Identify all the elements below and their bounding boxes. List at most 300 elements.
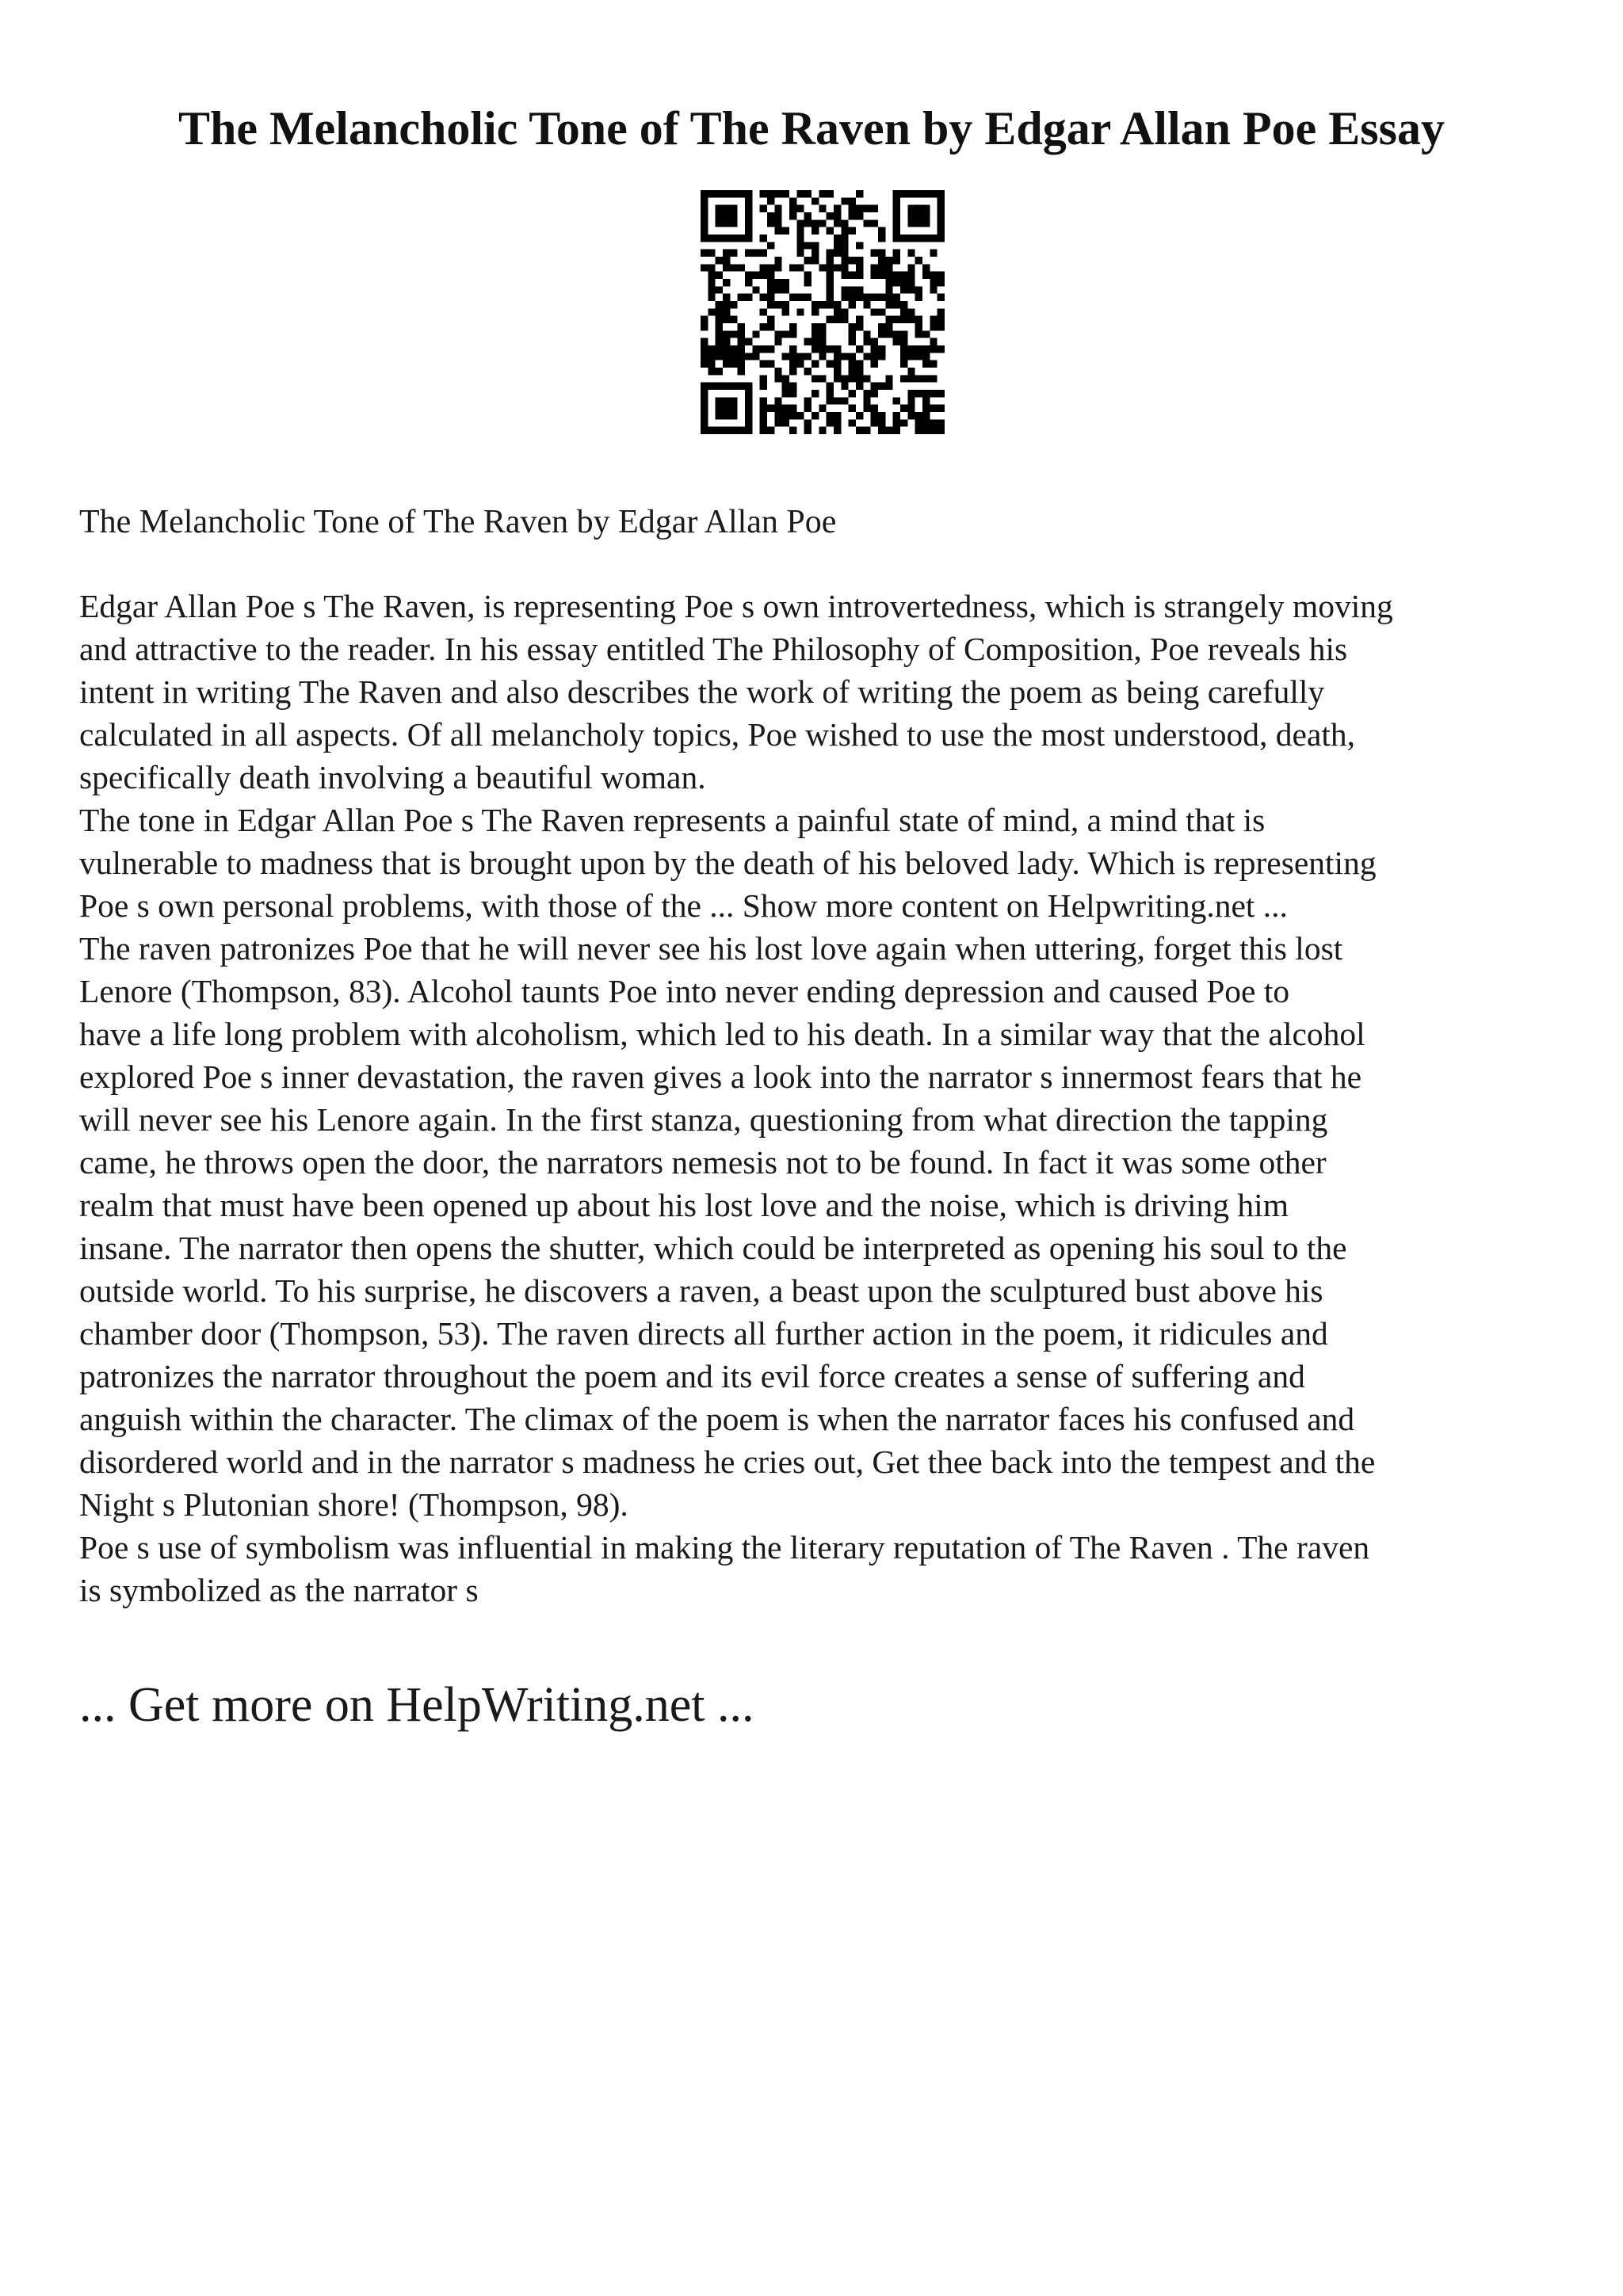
qr-module bbox=[723, 279, 730, 286]
qr-module bbox=[893, 272, 900, 279]
text-line: Lenore (Thompson, 83). Alcohol taunts Poe into never ending depression and caused Poe to bbox=[79, 973, 1290, 1009]
qr-module bbox=[849, 197, 856, 204]
qr-module bbox=[708, 308, 715, 315]
qr-module bbox=[752, 272, 759, 279]
qr-module bbox=[782, 308, 789, 315]
paragraph-3 bbox=[79, 927, 1569, 1526]
qr-module bbox=[745, 205, 752, 212]
qr-module bbox=[812, 250, 819, 257]
qr-module bbox=[701, 212, 708, 219]
qr-module bbox=[774, 397, 781, 404]
qr-module bbox=[900, 345, 907, 353]
qr-module bbox=[907, 375, 915, 382]
qr-module bbox=[841, 219, 848, 227]
qr-module bbox=[708, 360, 715, 368]
qr-module bbox=[885, 257, 892, 264]
qr-module bbox=[863, 301, 870, 308]
qr-module bbox=[907, 308, 915, 315]
qr-module bbox=[834, 242, 841, 249]
qr-module bbox=[893, 227, 900, 235]
qr-module bbox=[938, 316, 945, 323]
qr-module bbox=[789, 294, 796, 301]
qr-module bbox=[871, 345, 878, 353]
qr-module bbox=[708, 272, 715, 279]
qr-module bbox=[893, 427, 900, 434]
qr-module bbox=[782, 375, 789, 382]
paragraph-1 bbox=[79, 585, 1569, 799]
qr-module bbox=[782, 412, 789, 419]
qr-module bbox=[812, 219, 819, 227]
qr-module bbox=[716, 190, 723, 197]
qr-module bbox=[796, 294, 804, 301]
qr-module bbox=[760, 264, 767, 271]
qr-module bbox=[738, 330, 745, 338]
qr-module bbox=[723, 257, 730, 264]
qr-module bbox=[789, 205, 796, 212]
qr-module bbox=[907, 345, 915, 353]
qr-module bbox=[701, 345, 708, 353]
qr-module bbox=[834, 419, 841, 426]
qr-module bbox=[745, 338, 752, 345]
qr-code-icon[interactable] bbox=[701, 190, 945, 434]
qr-module bbox=[871, 250, 878, 257]
qr-module bbox=[871, 338, 878, 345]
qr-module bbox=[782, 301, 789, 308]
qr-module bbox=[745, 227, 752, 235]
qr-module bbox=[841, 227, 848, 235]
qr-module bbox=[723, 405, 730, 412]
qr-module bbox=[701, 353, 708, 360]
qr-module bbox=[863, 330, 870, 338]
qr-module bbox=[893, 190, 900, 197]
qr-module bbox=[708, 264, 715, 271]
qr-module bbox=[767, 323, 774, 330]
text-line: outside world. To his surprise, he discovers a raven, a beast upon the sculptured bust above his bbox=[79, 1272, 1323, 1309]
qr-module bbox=[745, 272, 752, 279]
qr-module bbox=[745, 235, 752, 242]
qr-module bbox=[716, 308, 723, 315]
qr-module bbox=[819, 264, 826, 271]
qr-module bbox=[789, 330, 796, 338]
qr-module bbox=[789, 345, 796, 353]
qr-module bbox=[900, 316, 907, 323]
qr-module bbox=[827, 383, 834, 390]
qr-module bbox=[938, 419, 945, 426]
qr-code-graphic bbox=[701, 190, 945, 434]
qr-module bbox=[789, 264, 796, 271]
qr-module bbox=[708, 250, 715, 257]
qr-module bbox=[716, 383, 723, 390]
qr-module bbox=[745, 405, 752, 412]
qr-module bbox=[716, 368, 723, 375]
qr-module bbox=[760, 383, 767, 390]
qr-module bbox=[871, 272, 878, 279]
qr-module bbox=[730, 212, 737, 219]
qr-module bbox=[871, 360, 878, 368]
qr-module bbox=[804, 368, 812, 375]
qr-module bbox=[804, 257, 812, 264]
qr-module bbox=[723, 250, 730, 257]
qr-module bbox=[716, 257, 723, 264]
qr-module bbox=[819, 338, 826, 345]
qr-module bbox=[915, 427, 922, 434]
qr-module bbox=[915, 316, 922, 323]
qr-module bbox=[915, 345, 922, 353]
qr-module bbox=[723, 412, 730, 419]
qr-module bbox=[841, 235, 848, 242]
qr-module bbox=[893, 212, 900, 219]
qr-module bbox=[922, 412, 930, 419]
qr-module bbox=[930, 345, 937, 353]
qr-module bbox=[774, 338, 781, 345]
qr-module bbox=[938, 219, 945, 227]
qr-module bbox=[730, 316, 737, 323]
qr-module bbox=[796, 308, 804, 315]
qr-module bbox=[701, 197, 708, 204]
qr-module bbox=[938, 427, 945, 434]
qr-module bbox=[878, 294, 885, 301]
qr-module bbox=[834, 308, 841, 315]
qr-module bbox=[767, 301, 774, 308]
qr-module bbox=[841, 397, 848, 404]
qr-module bbox=[723, 205, 730, 212]
qr-module bbox=[716, 272, 723, 279]
qr-module bbox=[938, 227, 945, 235]
qr-module bbox=[841, 308, 848, 315]
qr-module bbox=[708, 427, 715, 434]
qr-module bbox=[900, 405, 907, 412]
qr-module bbox=[730, 235, 737, 242]
qr-module bbox=[745, 197, 752, 204]
text-line: The raven patronizes Poe that he will never see his lost love again when uttering, forget this lost bbox=[79, 930, 1343, 967]
qr-module bbox=[922, 212, 930, 219]
qr-module bbox=[907, 235, 915, 242]
qr-module bbox=[708, 235, 715, 242]
qr-module bbox=[730, 219, 737, 227]
qr-module bbox=[907, 279, 915, 286]
qr-module bbox=[738, 345, 745, 353]
qr-module bbox=[915, 235, 922, 242]
qr-module bbox=[745, 212, 752, 219]
qr-module bbox=[938, 390, 945, 397]
qr-module bbox=[938, 190, 945, 197]
qr-module bbox=[745, 390, 752, 397]
qr-module bbox=[827, 264, 834, 271]
qr-module bbox=[878, 323, 885, 330]
qr-module bbox=[738, 360, 745, 368]
qr-module bbox=[760, 419, 767, 426]
qr-module bbox=[915, 375, 922, 382]
qr-module bbox=[856, 368, 863, 375]
qr-module bbox=[871, 353, 878, 360]
qr-module bbox=[767, 197, 774, 204]
qr-module bbox=[767, 264, 774, 271]
qr-module bbox=[900, 301, 907, 308]
qr-module bbox=[774, 190, 781, 197]
qr-module bbox=[774, 412, 781, 419]
qr-module bbox=[738, 323, 745, 330]
qr-module bbox=[812, 345, 819, 353]
get-more-link[interactable]: ... Get more on HelpWriting.net ... bbox=[79, 1678, 754, 1732]
qr-module bbox=[885, 301, 892, 308]
qr-module bbox=[849, 368, 856, 375]
qr-module bbox=[738, 383, 745, 390]
qr-module bbox=[789, 323, 796, 330]
qr-module bbox=[915, 219, 922, 227]
qr-module bbox=[907, 316, 915, 323]
qr-module bbox=[827, 212, 834, 219]
qr-module bbox=[834, 235, 841, 242]
qr-module bbox=[893, 257, 900, 264]
qr-module bbox=[716, 427, 723, 434]
qr-module bbox=[863, 205, 870, 212]
qr-module bbox=[812, 257, 819, 264]
qr-module bbox=[804, 427, 812, 434]
qr-module bbox=[804, 338, 812, 345]
paragraph-2 bbox=[79, 799, 1569, 927]
qr-module bbox=[834, 250, 841, 257]
qr-module bbox=[885, 427, 892, 434]
qr-module bbox=[849, 390, 856, 397]
qr-module bbox=[900, 190, 907, 197]
qr-module bbox=[915, 412, 922, 419]
qr-module bbox=[796, 242, 804, 249]
qr-module bbox=[774, 405, 781, 412]
qr-module bbox=[789, 353, 796, 360]
qr-module bbox=[804, 294, 812, 301]
qr-module bbox=[885, 330, 892, 338]
qr-module bbox=[834, 301, 841, 308]
qr-module bbox=[856, 264, 863, 271]
qr-module bbox=[900, 286, 907, 293]
qr-module bbox=[834, 219, 841, 227]
qr-module bbox=[878, 235, 885, 242]
qr-module bbox=[716, 323, 723, 330]
qr-module bbox=[930, 190, 937, 197]
qr-module bbox=[812, 197, 819, 204]
qr-module bbox=[893, 412, 900, 419]
qr-module bbox=[745, 294, 752, 301]
qr-module bbox=[774, 375, 781, 382]
qr-module bbox=[893, 197, 900, 204]
qr-module bbox=[878, 412, 885, 419]
qr-module bbox=[885, 264, 892, 271]
text-line: The tone in Edgar Allan Poe s The Raven represents a painful state of mind, a mind that is bbox=[79, 802, 1266, 838]
qr-module bbox=[812, 308, 819, 315]
qr-module bbox=[885, 383, 892, 390]
qr-module bbox=[856, 427, 863, 434]
qr-module bbox=[767, 190, 774, 197]
qr-module bbox=[841, 272, 848, 279]
qr-module bbox=[819, 205, 826, 212]
qr-module bbox=[878, 227, 885, 235]
qr-module bbox=[841, 250, 848, 257]
qr-module bbox=[863, 405, 870, 412]
qr-module bbox=[922, 390, 930, 397]
qr-module bbox=[782, 390, 789, 397]
qr-module bbox=[907, 368, 915, 375]
text-line: Night s Plutonian shore! (Thompson, 98). bbox=[79, 1486, 628, 1523]
qr-module bbox=[796, 412, 804, 419]
qr-module bbox=[738, 427, 745, 434]
qr-module bbox=[849, 353, 856, 360]
qr-module bbox=[767, 279, 774, 286]
qr-module bbox=[922, 235, 930, 242]
qr-module bbox=[819, 190, 826, 197]
qr-module bbox=[701, 412, 708, 419]
qr-module bbox=[819, 427, 826, 434]
qr-module bbox=[760, 308, 767, 315]
qr-module bbox=[760, 205, 767, 212]
qr-module bbox=[774, 219, 781, 227]
qr-module bbox=[893, 301, 900, 308]
qr-module bbox=[827, 412, 834, 419]
qr-module bbox=[812, 301, 819, 308]
qr-module bbox=[834, 264, 841, 271]
qr-module bbox=[930, 272, 937, 279]
qr-module bbox=[723, 345, 730, 353]
text-line: will never see his Lenore again. In the first stanza, questioning from what direction the tapping bbox=[79, 1101, 1328, 1138]
qr-module bbox=[885, 286, 892, 293]
qr-module bbox=[708, 345, 715, 353]
qr-module bbox=[804, 272, 812, 279]
qr-module bbox=[849, 286, 856, 293]
qr-module bbox=[915, 353, 922, 360]
qr-module bbox=[863, 294, 870, 301]
qr-module bbox=[782, 353, 789, 360]
qr-module bbox=[804, 219, 812, 227]
qr-module bbox=[767, 272, 774, 279]
qr-module bbox=[701, 397, 708, 404]
qr-module bbox=[767, 242, 774, 249]
qr-module bbox=[782, 190, 789, 197]
qr-module bbox=[723, 190, 730, 197]
text-line: Poe s use of symbolism was influential in making the literary reputation of The Raven . The raven bbox=[79, 1529, 1370, 1566]
qr-module bbox=[856, 212, 863, 219]
qr-module bbox=[782, 419, 789, 426]
qr-module bbox=[849, 227, 856, 235]
qr-module bbox=[723, 301, 730, 308]
qr-module bbox=[745, 412, 752, 419]
qr-module bbox=[856, 242, 863, 249]
qr-module bbox=[796, 205, 804, 212]
qr-module bbox=[856, 205, 863, 212]
qr-module bbox=[708, 368, 715, 375]
qr-module bbox=[900, 308, 907, 315]
qr-module bbox=[796, 235, 804, 242]
qr-module bbox=[723, 330, 730, 338]
qr-module bbox=[819, 375, 826, 382]
qr-module bbox=[701, 338, 708, 345]
essay-body bbox=[79, 585, 1569, 1611]
qr-module bbox=[922, 205, 930, 212]
qr-module bbox=[856, 257, 863, 264]
qr-module bbox=[730, 383, 737, 390]
qr-module bbox=[938, 279, 945, 286]
qr-module bbox=[849, 205, 856, 212]
qr-module bbox=[900, 338, 907, 345]
qr-module bbox=[716, 212, 723, 219]
qr-module bbox=[907, 212, 915, 219]
qr-module bbox=[930, 375, 937, 382]
qr-module bbox=[849, 323, 856, 330]
qr-module bbox=[730, 330, 737, 338]
qr-module bbox=[930, 360, 937, 368]
qr-module bbox=[915, 212, 922, 219]
qr-module bbox=[856, 360, 863, 368]
qr-module bbox=[774, 212, 781, 219]
qr-module bbox=[730, 427, 737, 434]
qr-module bbox=[789, 405, 796, 412]
qr-module bbox=[900, 360, 907, 368]
qr-module bbox=[878, 419, 885, 426]
qr-module bbox=[827, 301, 834, 308]
qr-module bbox=[841, 383, 848, 390]
qr-module bbox=[849, 294, 856, 301]
qr-module bbox=[930, 405, 937, 412]
qr-module bbox=[878, 383, 885, 390]
qr-module bbox=[716, 286, 723, 293]
qr-module bbox=[752, 250, 759, 257]
qr-module bbox=[804, 353, 812, 360]
qr-module bbox=[922, 264, 930, 271]
qr-module bbox=[767, 294, 774, 301]
qr-module bbox=[716, 338, 723, 345]
qr-module bbox=[774, 205, 781, 212]
qr-module bbox=[841, 197, 848, 204]
qr-module bbox=[745, 383, 752, 390]
qr-module bbox=[938, 308, 945, 315]
text-line: Edgar Allan Poe s The Raven, is representing Poe s own introvertedness, which is strangely moving bbox=[79, 588, 1393, 624]
qr-module bbox=[922, 345, 930, 353]
qr-module bbox=[907, 412, 915, 419]
qr-module bbox=[723, 264, 730, 271]
qr-module bbox=[774, 264, 781, 271]
qr-module bbox=[723, 219, 730, 227]
qr-module bbox=[907, 390, 915, 397]
qr-module bbox=[716, 412, 723, 419]
qr-module bbox=[789, 360, 796, 368]
paragraph-4 bbox=[79, 1526, 1569, 1611]
qr-module bbox=[804, 279, 812, 286]
qr-module bbox=[774, 301, 781, 308]
qr-module bbox=[907, 219, 915, 227]
qr-module bbox=[701, 383, 708, 390]
qr-module bbox=[834, 345, 841, 353]
qr-module bbox=[774, 286, 781, 293]
qr-module bbox=[938, 294, 945, 301]
qr-module bbox=[915, 286, 922, 293]
qr-module bbox=[767, 212, 774, 219]
qr-module bbox=[893, 294, 900, 301]
qr-module bbox=[930, 427, 937, 434]
qr-module bbox=[723, 316, 730, 323]
qr-module bbox=[930, 250, 937, 257]
qr-module bbox=[863, 338, 870, 345]
qr-module bbox=[938, 405, 945, 412]
qr-module bbox=[930, 338, 937, 345]
qr-module bbox=[760, 235, 767, 242]
qr-module bbox=[812, 412, 819, 419]
qr-module bbox=[856, 286, 863, 293]
qr-module bbox=[827, 257, 834, 264]
qr-module bbox=[804, 212, 812, 219]
qr-module bbox=[885, 272, 892, 279]
qr-module bbox=[849, 419, 856, 426]
qr-module bbox=[938, 197, 945, 204]
qr-module bbox=[730, 250, 737, 257]
qr-module bbox=[774, 279, 781, 286]
